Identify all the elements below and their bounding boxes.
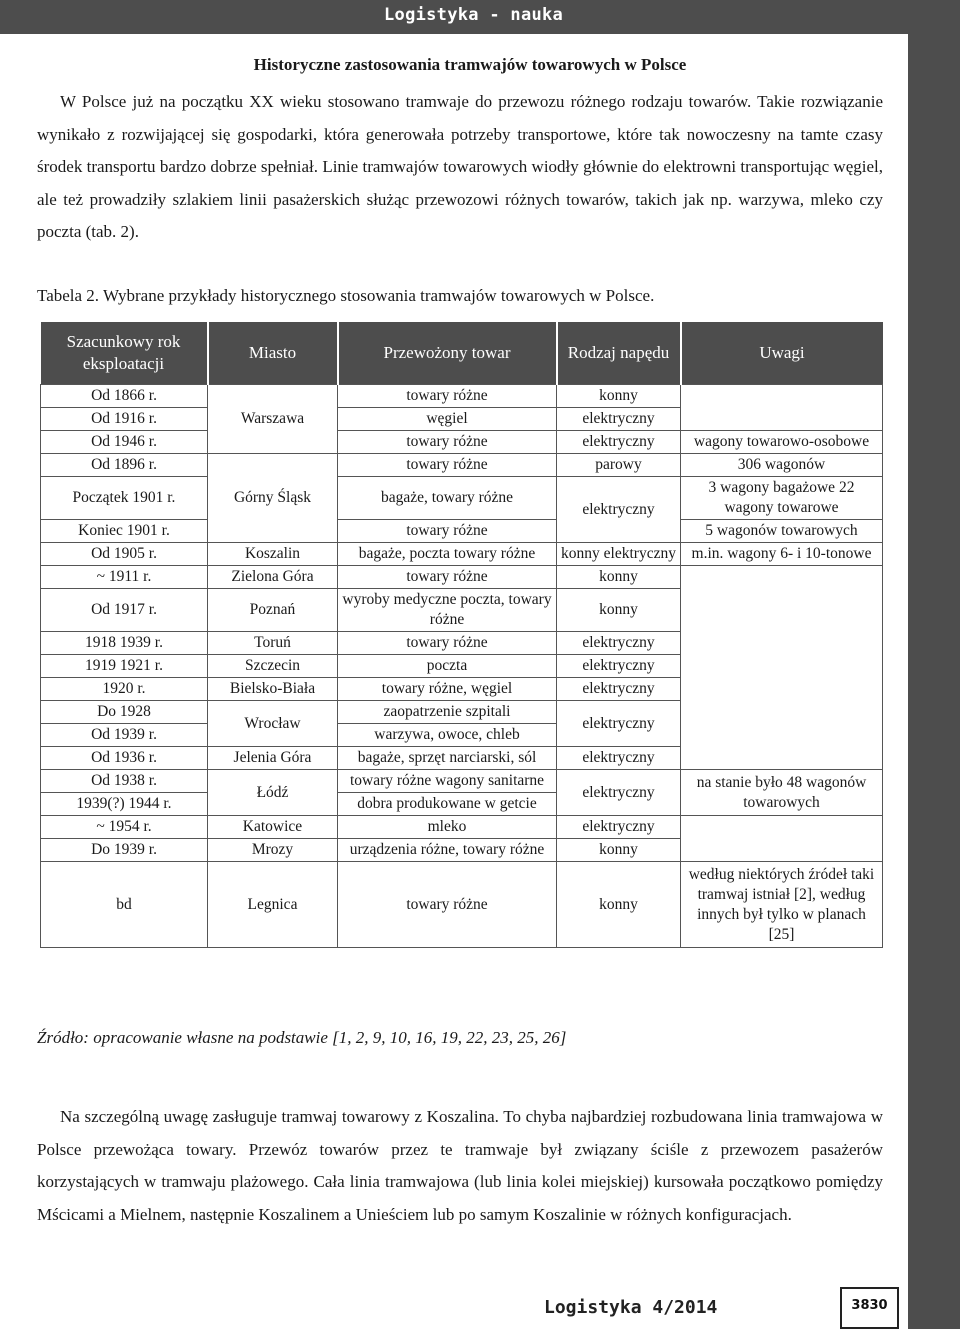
article-heading: Historyczne zastosowania tramwajów towarowych w Polsce [253, 55, 687, 74]
cell-drive: elektryczny [557, 431, 681, 454]
cell-notes [681, 816, 883, 862]
cell-year: Do 1939 r. [41, 839, 208, 862]
cell-cargo: towary różne [338, 385, 557, 408]
header-notes: Uwagi [681, 322, 883, 385]
table-row [41, 520, 883, 543]
cell-city: Wrocław [208, 701, 338, 747]
cell-cargo: towary różne [338, 454, 557, 477]
cell-year: bd [41, 862, 208, 948]
header-year: Szacunkowy rok eksploatacji [41, 322, 208, 385]
table-row [41, 477, 883, 520]
cell-city: Mrozy [208, 839, 338, 862]
cell-notes: wagony towarowo-osobowe [681, 431, 883, 454]
right-margin-bar [908, 34, 960, 1329]
cell-drive: konny [557, 385, 681, 408]
cell-city: Legnica [208, 862, 338, 948]
cell-year: ~ 1911 r. [41, 566, 208, 589]
cell-city: Warszawa [208, 385, 338, 454]
cell-year: ~ 1954 r. [41, 816, 208, 839]
cell-cargo: towary różne [338, 520, 557, 543]
cell-drive: elektryczny [557, 408, 681, 431]
cell-city: Jelenia Góra [208, 747, 338, 770]
cell-notes: 5 wagonów towarowych [681, 520, 883, 543]
cell-drive: elektryczny [557, 632, 681, 655]
cell-cargo: bagaże, sprzęt narciarski, sól [338, 747, 557, 770]
cell-cargo: towary różne [338, 632, 557, 655]
table-row [41, 770, 883, 793]
cell-notes: 3 wagony bagażowe 22 wagony towarowe [681, 477, 883, 520]
table-row [41, 385, 883, 408]
cell-year: 1919 1921 r. [41, 655, 208, 678]
header-city: Miasto [208, 322, 338, 385]
cell-cargo: mleko [338, 816, 557, 839]
table-row [41, 543, 883, 566]
cell-drive: konny [557, 566, 681, 589]
cell-cargo: bagaże, poczta towary różne [338, 543, 557, 566]
cell-year: Od 1866 r. [41, 385, 208, 408]
cell-city: Szczecin [208, 655, 338, 678]
cell-cargo: dobra produkowane w getcie [338, 793, 557, 816]
cell-city: Toruń [208, 632, 338, 655]
cell-notes: m.in. wagony 6- i 10-tonowe [681, 543, 883, 566]
cell-cargo: towary różne [338, 566, 557, 589]
table-header-row [41, 322, 883, 385]
cell-year: 1920 r. [41, 678, 208, 701]
cell-year: Koniec 1901 r. [41, 520, 208, 543]
header-cargo: Przewożony towar [338, 322, 557, 385]
cell-drive: elektryczny [557, 816, 681, 839]
cell-year: Do 1928 [41, 701, 208, 724]
cell-drive: konny [557, 839, 681, 862]
cell-city: Poznań [208, 589, 338, 632]
cell-drive: konny [557, 862, 681, 948]
cell-year: Od 1938 r. [41, 770, 208, 793]
journal-section-title: Logistyka - nauka [384, 5, 564, 25]
cell-notes: 306 wagonów [681, 454, 883, 477]
tram-history-table [40, 322, 883, 948]
cell-city: Łódź [208, 770, 338, 816]
table-row [41, 431, 883, 454]
cell-cargo: wyroby medyczne poczta, towary różne [338, 589, 557, 632]
cell-drive: elektryczny [557, 678, 681, 701]
table-row [41, 454, 883, 477]
top-header-bar [0, 0, 960, 34]
cell-drive: konny [557, 589, 681, 632]
cell-city: Katowice [208, 816, 338, 839]
cell-drive: elektryczny [557, 655, 681, 678]
cell-notes [681, 566, 883, 770]
cell-cargo: zaopatrzenie szpitali [338, 701, 557, 724]
cell-city: Zielona Góra [208, 566, 338, 589]
journal-issue: Logistyka 4/2014 [544, 1297, 718, 1318]
table-source-note: Źródło: opracowanie własne na podstawie [1, 2, 9, 10, 16, 19, 22, 23, 25, 26] [37, 1028, 567, 1047]
cell-year: Początek 1901 r. [41, 477, 208, 520]
cell-notes: według niektórych źródeł taki tramwaj istniał [2], według innych był tylko w planach [25] [681, 862, 883, 948]
cell-year: Od 1936 r. [41, 747, 208, 770]
cell-cargo: towary różne [338, 862, 557, 948]
table-row [41, 862, 883, 948]
cell-drive: parowy [557, 454, 681, 477]
cell-notes: na stanie było 48 wagonów towarowych [681, 770, 883, 816]
cell-year: Od 1905 r. [41, 543, 208, 566]
koszalin-paragraph: Na szczególną uwagę zasługuje tramwaj towarowy z Koszalina. To chyba najbardziej rozbudowana linia tramwajowa w Polsce przewożąca towary. Przewóz towarów przez te tramwaje był związany ściśle z przewozem pasażerów korzystających w tramwaju plażowego. Cała linia tramwajowa (lub linia kolei miejskiej) kursowała początkowo pomiędzy Mścicami a Mielnem, następnie Koszalinem a Unieściem lub po samym Koszalinie w różnych konfiguracjach. [37, 1107, 883, 1224]
cell-year: Od 1946 r. [41, 431, 208, 454]
cell-cargo: towary różne [338, 431, 557, 454]
cell-year: Od 1916 r. [41, 408, 208, 431]
cell-year: Od 1917 r. [41, 589, 208, 632]
cell-city: Górny Śląsk [208, 454, 338, 543]
cell-drive: elektryczny [557, 701, 681, 747]
header-drive: Rodzaj napędu [557, 322, 681, 385]
cell-city: Koszalin [208, 543, 338, 566]
page-number: 3830 [840, 1287, 899, 1329]
cell-cargo: towary różne, węgiel [338, 678, 557, 701]
cell-year: Od 1939 r. [41, 724, 208, 747]
cell-cargo: węgiel [338, 408, 557, 431]
table-row [41, 566, 883, 589]
cell-drive: elektryczny [557, 747, 681, 770]
cell-city: Bielsko-Biała [208, 678, 338, 701]
cell-cargo: urządzenia różne, towary różne [338, 839, 557, 862]
cell-year: Od 1896 r. [41, 454, 208, 477]
cell-drive: konny elektryczny [557, 543, 681, 566]
cell-notes [681, 385, 883, 431]
cell-drive: elektryczny [557, 477, 681, 543]
cell-cargo: towary różne wagony sanitarne [338, 770, 557, 793]
table-caption: Tabela 2. Wybrane przykłady historycznego stosowania tramwajów towarowych w Polsce. [37, 286, 655, 305]
cell-cargo: poczta [338, 655, 557, 678]
cell-year: 1939(?) 1944 r. [41, 793, 208, 816]
cell-drive: elektryczny [557, 770, 681, 816]
table-row [41, 816, 883, 839]
cell-cargo: bagaże, towary różne [338, 477, 557, 520]
cell-year: 1918 1939 r. [41, 632, 208, 655]
cell-cargo: warzywa, owoce, chleb [338, 724, 557, 747]
intro-paragraph: W Polsce już na początku XX wieku stosowano tramwaje do przewozu różnego rodzaju towarów. Takie rozwiązanie wynikało z rozwijającej się gospodarki, która generowała potrzeby transportowe, które tak nowoczesny na tamte czasy środek transportu bardzo dobrze spełniał. Linie tramwajów towarowych wiodły głównie do elektrowni transportując węgiel, ale też prowadziły szlakiem linii pasażerskich służąc przewozowi różnych towarów, takich jak np. warzywa, mleko czy poczta (tab. 2). [37, 92, 883, 241]
